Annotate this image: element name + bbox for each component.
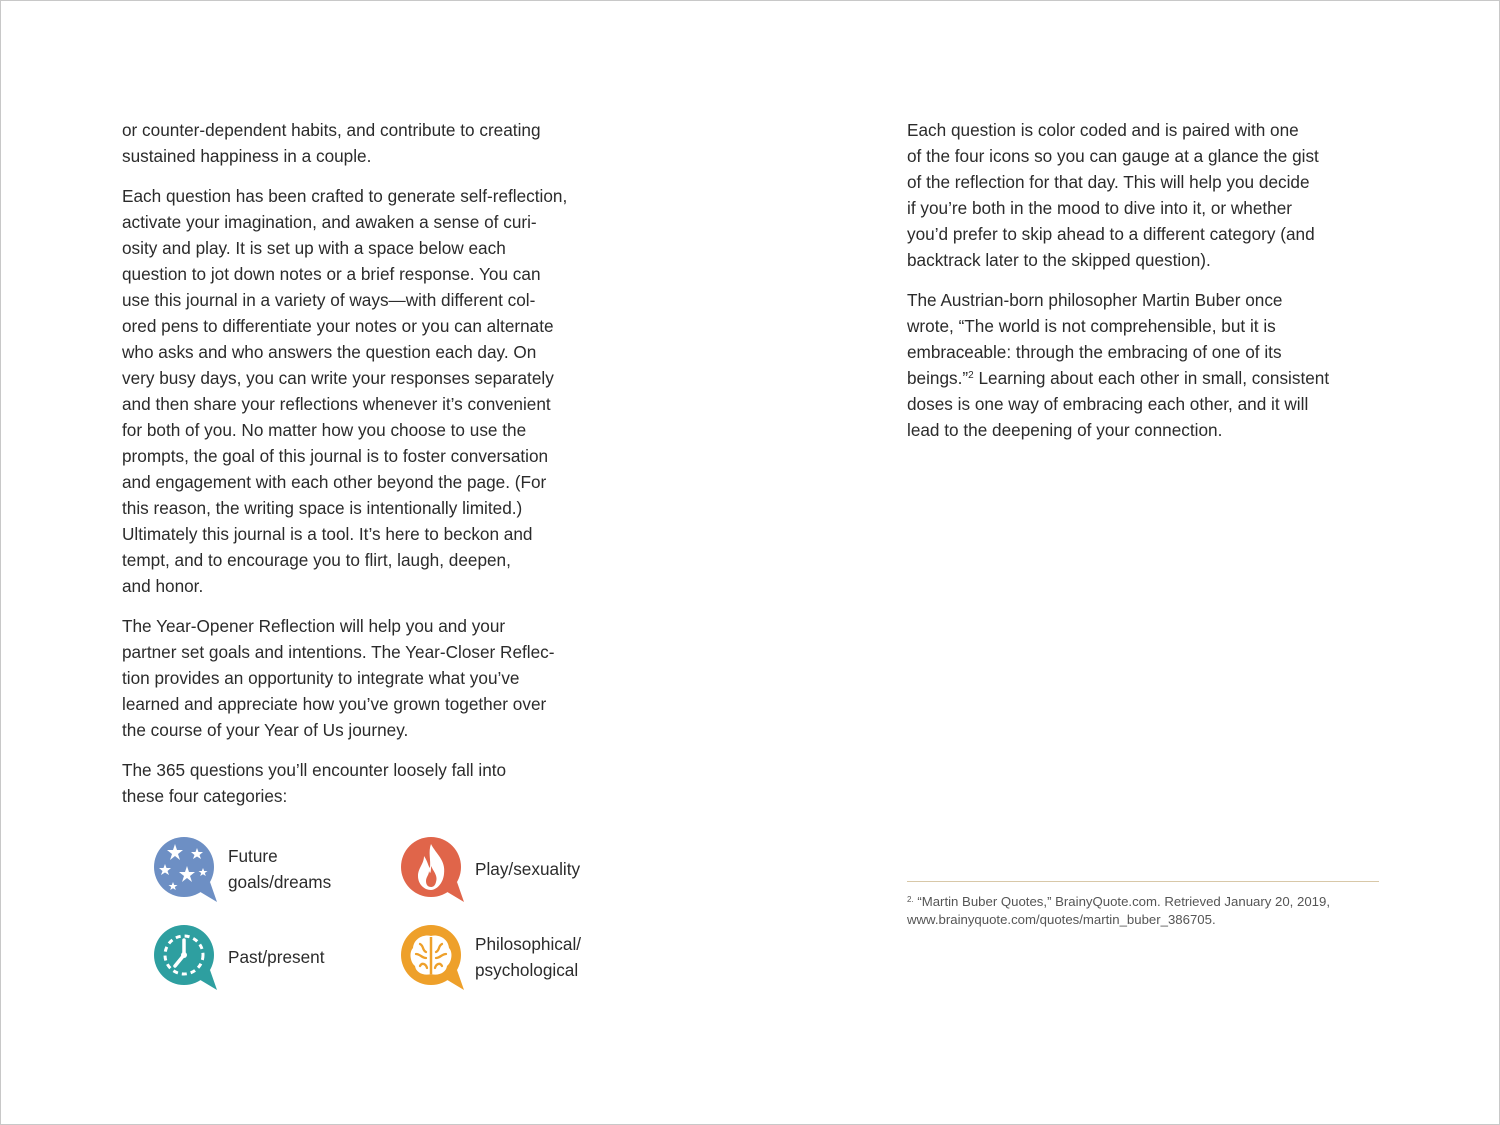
text-line: Each question is color coded and is paired with one bbox=[907, 120, 1299, 140]
category-future-label bbox=[228, 843, 331, 895]
text-line: these four categories: bbox=[122, 786, 288, 806]
text-line: and then share your reflections whenever it’s convenient bbox=[122, 394, 551, 414]
text-line: prompts, the goal of this journal is to foster conversation bbox=[122, 446, 549, 466]
footnote-reference: 2 bbox=[968, 370, 974, 381]
footnote-line1 bbox=[907, 893, 1387, 911]
text-line: who asks and who answers the question each day. On bbox=[122, 342, 537, 362]
text-line: wrote, “The world is not comprehensible, but it is bbox=[907, 316, 1276, 336]
footnote-mark: 2. bbox=[907, 895, 914, 904]
category-icons bbox=[153, 836, 623, 1001]
text-line: doses is one way of embracing each other, and it will bbox=[907, 394, 1309, 414]
category-philo-label bbox=[475, 931, 581, 983]
right-paragraph-2-lines bbox=[907, 287, 1377, 365]
text-line: osity and play. It is set up with a space below each bbox=[122, 238, 506, 258]
text-line: use this journal in a variety of ways—with different col- bbox=[122, 290, 536, 310]
category-philo-label-line2: psychological bbox=[475, 960, 579, 980]
text-line: question to jot down notes or a brief response. You can bbox=[122, 264, 541, 284]
text-line: The Austrian-born philosopher Martin Buber once bbox=[907, 290, 1283, 310]
text-line: lead to the deepening of your connection. bbox=[907, 420, 1223, 440]
footnote-text: “Martin Buber Quotes,” BrainyQuote.com. Retrieved January 20, 2019, bbox=[913, 894, 1331, 909]
category-future-label-line2: goals/dreams bbox=[228, 872, 332, 892]
text-line: of the four icons so you can gauge at a glance the gist bbox=[907, 146, 1319, 166]
right-paragraph-2 bbox=[907, 287, 1377, 443]
category-future-label-line1: Future bbox=[228, 846, 278, 866]
text-line: you’d prefer to skip ahead to a different category (and bbox=[907, 224, 1315, 244]
category-philo-label-line1: Philosophical/ bbox=[475, 934, 582, 954]
text-line: embraceable: through the embracing of one of its bbox=[907, 342, 1282, 362]
category-past bbox=[153, 924, 325, 990]
text-line: Ultimately this journal is a tool. It’s here to beckon and bbox=[122, 524, 533, 544]
text-line: of the reflection for that day. This will help you decide bbox=[907, 172, 1310, 192]
flame-speech-bubble-icon bbox=[400, 836, 466, 902]
text-line: partner set goals and intentions. The Year-Closer Reflec- bbox=[122, 642, 555, 662]
left-paragraph-2 bbox=[122, 183, 597, 599]
text-line: the course of your Year of Us journey. bbox=[122, 720, 409, 740]
text-line: ored pens to differentiate your notes or you can alternate bbox=[122, 316, 554, 336]
category-past-label-text: Past/present bbox=[228, 947, 325, 967]
text-line: The Year-Opener Reflection will help you and your bbox=[122, 616, 506, 636]
category-play-label bbox=[475, 856, 580, 882]
left-paragraph-4 bbox=[122, 757, 597, 809]
text-line: this reason, the writing space is intentionally limited.) bbox=[122, 498, 523, 518]
text-line: if you’re both in the mood to dive into it, or whether bbox=[907, 198, 1293, 218]
left-paragraph-1 bbox=[122, 117, 597, 169]
right-paragraph-1 bbox=[907, 117, 1377, 273]
clock-speech-bubble-icon bbox=[153, 924, 219, 990]
text-line: sustained happiness in a couple. bbox=[122, 146, 372, 166]
text-line: and honor. bbox=[122, 576, 204, 596]
category-play-label-text: Play/sexuality bbox=[475, 859, 581, 879]
text-line: very busy days, you can write your responses separately bbox=[122, 368, 554, 388]
footnote bbox=[907, 893, 1387, 929]
stars-speech-bubble-icon bbox=[153, 836, 219, 902]
text-line: backtrack later to the skipped question). bbox=[907, 250, 1211, 270]
category-future bbox=[153, 836, 331, 902]
right-paragraph-2-line4 bbox=[907, 365, 1377, 391]
text-line: and engagement with each other beyond the page. (For bbox=[122, 472, 547, 492]
left-paragraph-3 bbox=[122, 613, 597, 743]
text-line: tion provides an opportunity to integrate what you’ve bbox=[122, 668, 520, 688]
text-line: or counter-dependent habits, and contribute to creating bbox=[122, 120, 541, 140]
category-philo bbox=[400, 924, 581, 990]
text-line: Each question has been crafted to generate self-reflection, bbox=[122, 186, 568, 206]
brain-speech-bubble-icon bbox=[400, 924, 466, 990]
text-line: learned and appreciate how you’ve grown together over bbox=[122, 694, 547, 714]
right-page-text bbox=[907, 117, 1377, 457]
text-line: tempt, and to encourage you to flirt, laugh, deepen, bbox=[122, 550, 511, 570]
right-paragraph-2-rest bbox=[907, 391, 1377, 443]
quote-end: beings.” bbox=[907, 368, 969, 388]
text-line: The 365 questions you’ll encounter loosely fall into bbox=[122, 760, 507, 780]
quote-continuation: Learning about each other in small, consistent bbox=[973, 368, 1330, 388]
left-page-text bbox=[122, 117, 597, 823]
text-line: activate your imagination, and awaken a sense of curi- bbox=[122, 212, 537, 232]
footnote-url: www.brainyquote.com/quotes/martin_buber_386705. bbox=[907, 912, 1216, 927]
category-past-label bbox=[228, 944, 325, 970]
footnote-divider bbox=[907, 881, 1379, 882]
category-play bbox=[400, 836, 580, 902]
text-line: for both of you. No matter how you choose to use the bbox=[122, 420, 527, 440]
